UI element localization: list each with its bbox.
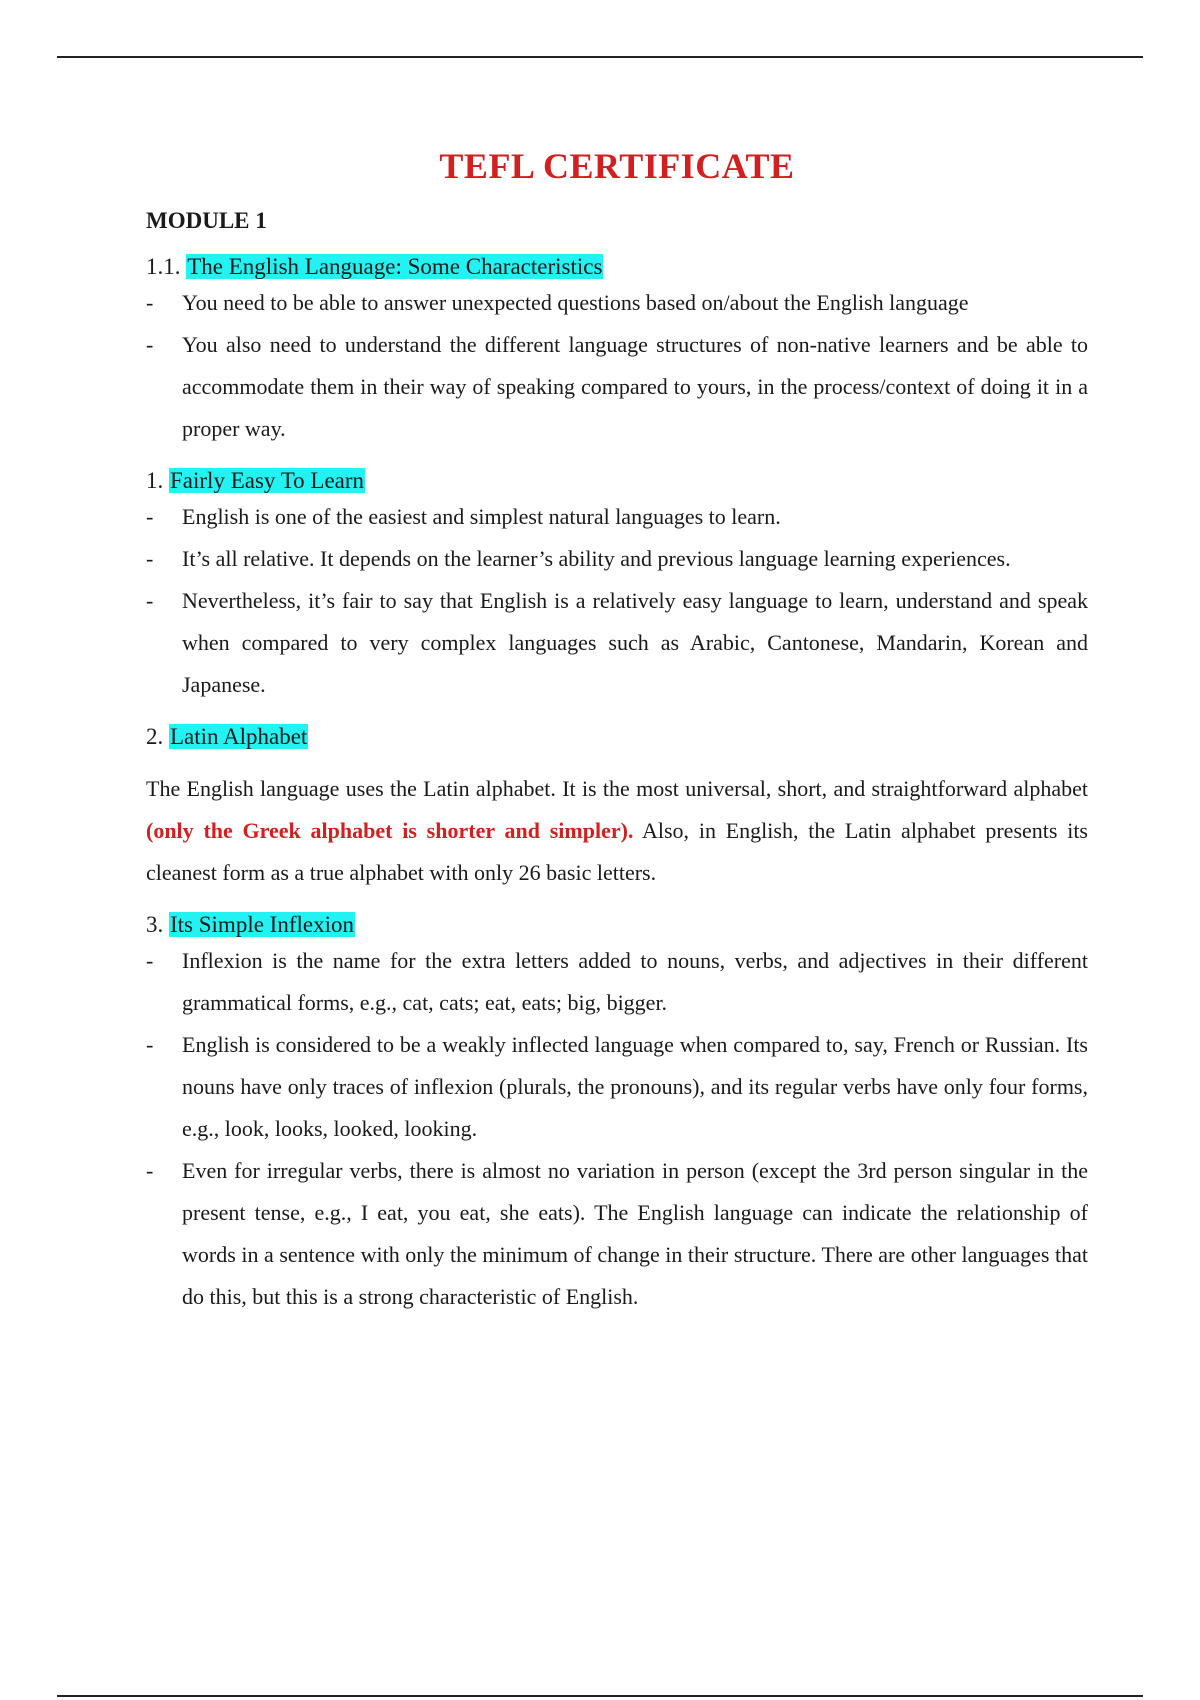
list-item: - You need to be able to answer unexpected questions based on/about the English language bbox=[146, 282, 1088, 324]
section-title-highlight: Fairly Easy To Learn bbox=[170, 468, 365, 493]
dash-bullet: - bbox=[146, 504, 154, 529]
footer-rule bbox=[57, 1695, 1143, 1697]
dash-bullet: - bbox=[146, 588, 154, 613]
module-label: MODULE 1 bbox=[146, 208, 267, 233]
latin-alphabet-paragraph: The English language uses the Latin alphabet. It is the most universal, short, and straightforward alphabet (only the Greek alphabet is shorter and simpler). Also, in English, the Latin alphabet presents its cleanest form as a true alphabet with only 26 basic letters. bbox=[146, 776, 1088, 885]
dash-bullet: - bbox=[146, 948, 154, 973]
document-title: TEFL CERTIFICATE bbox=[439, 146, 795, 186]
bullet-list-1 bbox=[146, 496, 1088, 706]
dash-bullet: - bbox=[146, 546, 154, 571]
section-number: 1. bbox=[146, 468, 164, 493]
section-title-highlight: Its Simple Inflexion bbox=[170, 912, 354, 937]
dash-bullet: - bbox=[146, 1032, 154, 1057]
section-heading-1 bbox=[146, 466, 1088, 496]
dash-bullet: - bbox=[146, 1158, 154, 1183]
header-rule bbox=[57, 56, 1143, 58]
list-item: - It’s all relative. It depends on the learner’s ability and previous language learning experiences. bbox=[146, 538, 1088, 580]
section-heading-2 bbox=[146, 722, 1088, 752]
dash-bullet: - bbox=[146, 332, 154, 357]
dash-bullet: - bbox=[146, 290, 154, 315]
section-number: 1.1. bbox=[146, 254, 181, 279]
section-heading-3 bbox=[146, 910, 1088, 940]
list-item: - English is one of the easiest and simplest natural languages to learn. bbox=[146, 496, 1088, 538]
document-body bbox=[146, 140, 1088, 1318]
list-item: - English is considered to be a weakly inflected language when compared to, say, French or Russian. Its nouns have only traces of inflexion (plurals, the pronouns), and its regular verbs have only four forms, e.g., look, looks, looked, looking. bbox=[146, 1024, 1088, 1150]
list-item: - Even for irregular verbs, there is almost no variation in person (except the 3rd person singular in the present tense, e.g., I eat, you eat, she eats). The English language can indicate the relationship of words in a sentence with only the minimum of change in their structure. There are other languages that do this, but this is a strong characteristic of English. bbox=[146, 1150, 1088, 1318]
section-title-highlight: Latin Alphabet bbox=[170, 724, 308, 749]
list-item: - Nevertheless, it’s fair to say that English is a relatively easy language to learn, understand and speak when compared to very complex languages such as Arabic, Cantonese, Mandarin, Korean and Japanese. bbox=[146, 580, 1088, 706]
list-item: - Inflexion is the name for the extra letters added to nouns, verbs, and adjectives in their different grammatical forms, e.g., cat, cats; eat, eats; big, bigger. bbox=[146, 940, 1088, 1024]
list-item: - You also need to understand the different language structures of non-native learners and be able to accommodate them in their way of speaking compared to yours, in the process/context of doing it in a proper way. bbox=[146, 324, 1088, 450]
section-number: 3. bbox=[146, 912, 164, 937]
section-heading-1-1 bbox=[146, 252, 1088, 282]
bullet-list-1-1 bbox=[146, 282, 1088, 450]
section-number: 2. bbox=[146, 724, 164, 749]
section-title-highlight: The English Language: Some Characteristics bbox=[187, 254, 603, 279]
bullet-list-3 bbox=[146, 940, 1088, 1318]
emphasis-text: (only the Greek alphabet is shorter and simpler). bbox=[146, 818, 634, 843]
